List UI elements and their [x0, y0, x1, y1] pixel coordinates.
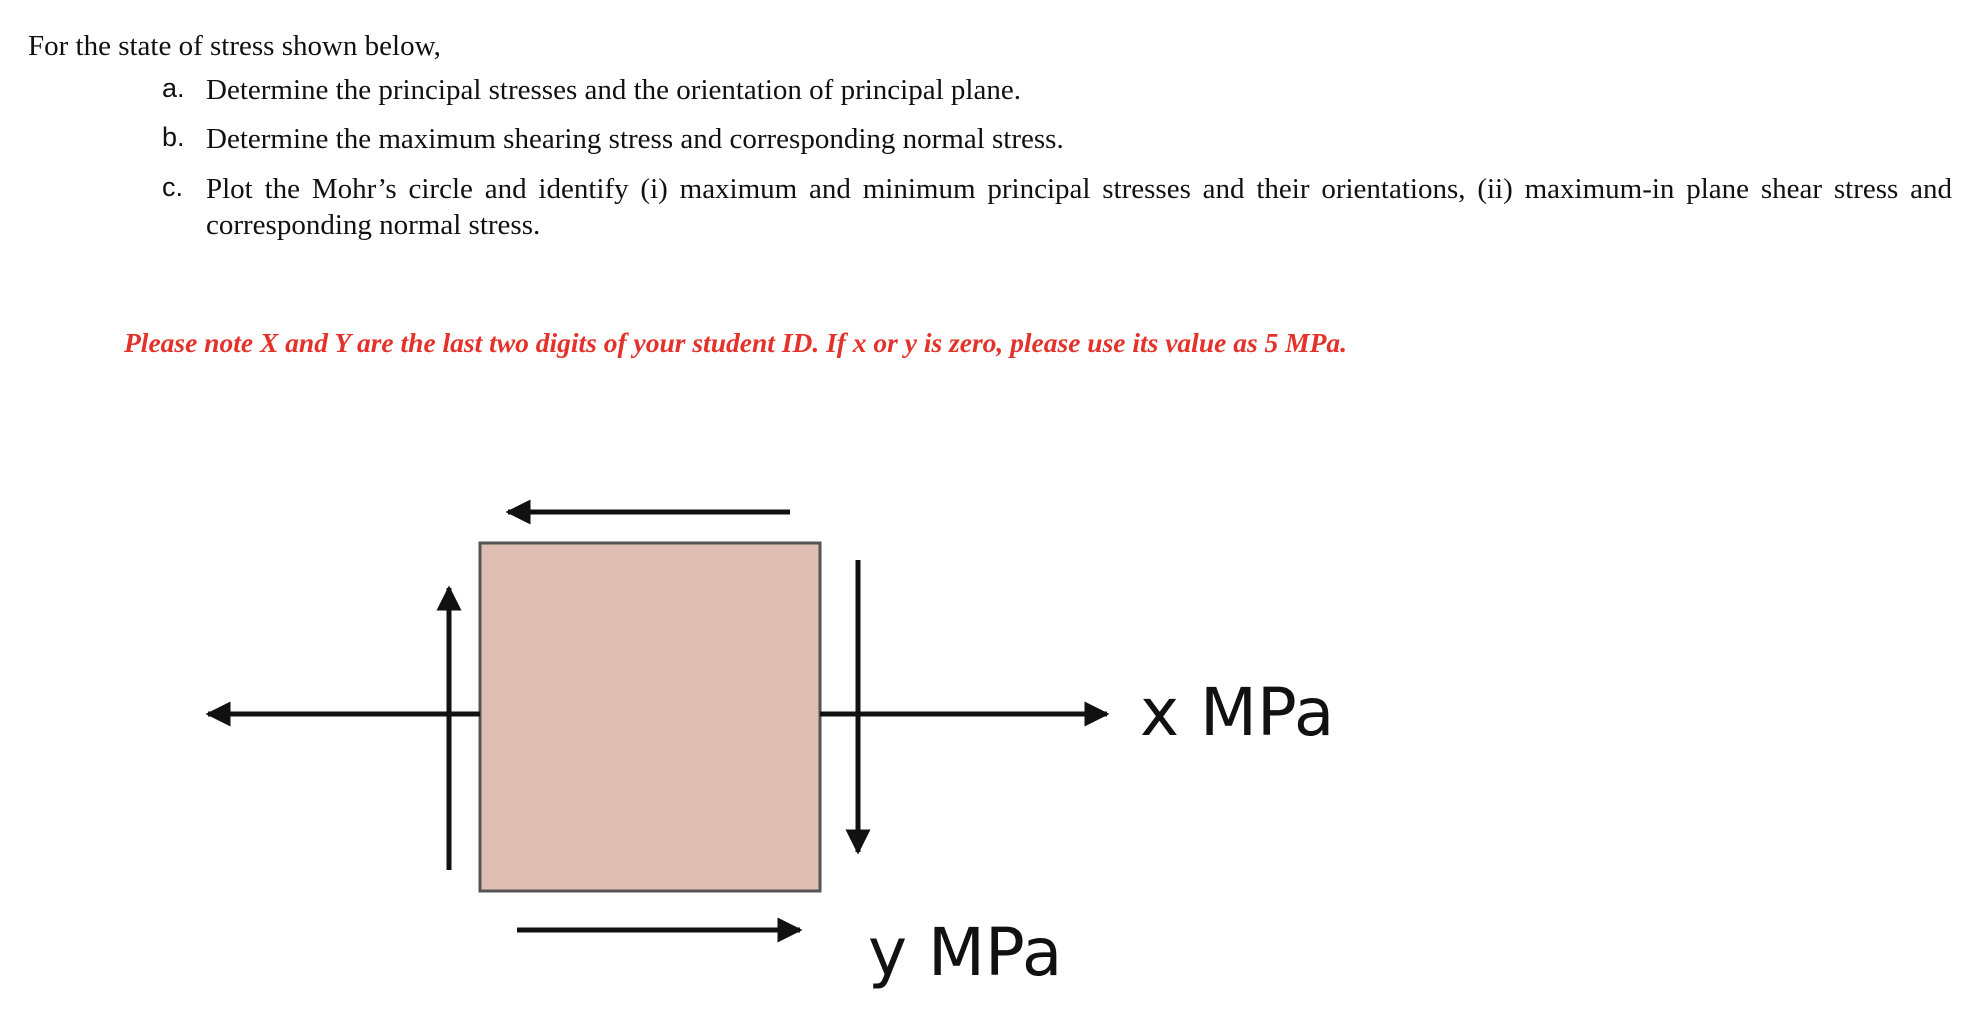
- student-id-note: Please note X and Y are the last two digits of your student ID. If x or y is zero, please use its value as 5 MPa.: [124, 327, 1348, 358]
- normal-stress-label: x MPa: [1140, 674, 1335, 751]
- task-text: Plot the Mohr’s circle and identify (i) maximum and minimum principal stresses and their orientations, (ii) maximum-in plane shear stress and corresponding normal stress.: [206, 172, 1952, 241]
- task-text: Determine the principal stresses and the orientation of principal plane.: [206, 74, 1021, 106]
- task-letter: b.: [162, 122, 185, 153]
- problem-intro: For the state of stress shown below,: [28, 30, 441, 62]
- stress-element-square: [480, 543, 820, 891]
- task-text: Determine the maximum shearing stress and corresponding normal stress.: [206, 123, 1064, 156]
- shear-stress-label: y MPa: [868, 914, 1063, 991]
- task-letter: c.: [162, 171, 184, 202]
- task-letter: a.: [162, 73, 185, 103]
